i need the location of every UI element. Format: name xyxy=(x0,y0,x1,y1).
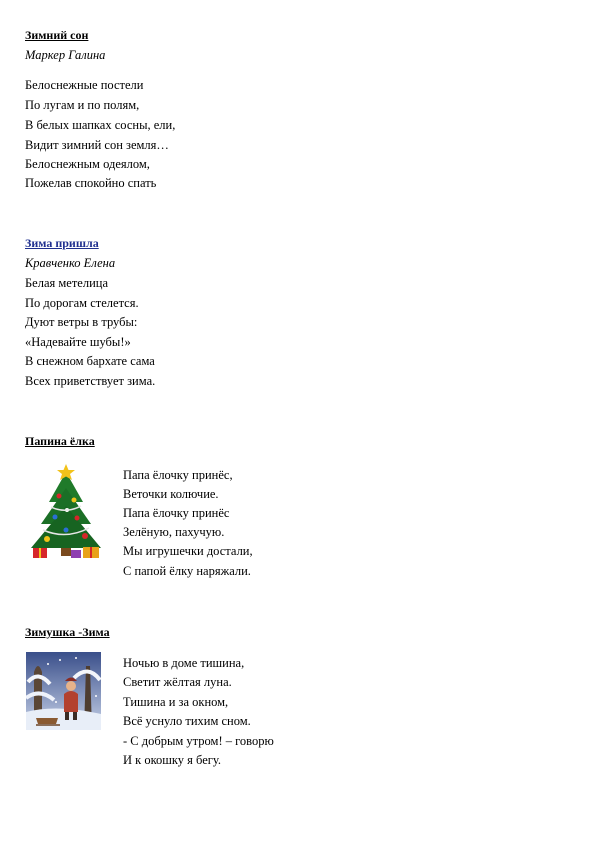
poem-title: Зима пришла xyxy=(25,236,99,250)
poem-line: В белых шапках сосны, ели, xyxy=(25,118,176,132)
poem-line: Тишина и за окном, xyxy=(123,695,229,709)
poem-line: Дуют ветры в трубы: xyxy=(25,315,138,329)
poem-line: Светит жёлтая луна. xyxy=(123,675,232,689)
poem-line: Пожелав спокойно спать xyxy=(25,176,157,190)
poem-line: Папа ёлочку принёс xyxy=(123,506,230,520)
poem-line: «Надевайте шубы!» xyxy=(25,335,131,349)
poem-line: Белая метелица xyxy=(25,276,109,290)
poem-title: Папина ёлка xyxy=(25,434,95,448)
poem-title: Зимушка -Зима xyxy=(25,625,110,639)
poem-line: - С добрым утром! – говорю xyxy=(123,734,274,748)
poem-author: Маркер Галина xyxy=(25,48,106,62)
poem-line: Ночью в доме тишина, xyxy=(123,656,245,670)
poem-line: По дорогам стелется. xyxy=(25,296,139,310)
poem-line: Папа ёлочку принёс, xyxy=(123,468,233,482)
winter-scene-image xyxy=(26,652,101,730)
poem-line: Белоснежным одеялом, xyxy=(25,157,150,171)
poem-line: По лугам и по полям, xyxy=(25,98,140,112)
poem-line: Всех приветствует зима. xyxy=(25,374,156,388)
poem-line: Мы игрушечки достали, xyxy=(123,544,253,558)
poem-author: Кравченко Елена xyxy=(25,256,116,270)
poem-line: В снежном бархате сама xyxy=(25,354,155,368)
poem-line: Видит зимний сон земля… xyxy=(25,138,169,152)
poem-line: Всё уснуло тихим сном. xyxy=(123,714,251,728)
poem-title: Зимний сон xyxy=(25,28,89,42)
christmas-tree-image xyxy=(27,462,105,562)
poem-line: С папой ёлку наряжали. xyxy=(123,564,251,578)
poem-line: И к окошку я бегу. xyxy=(123,753,222,767)
poem-line: Белоснежные постели xyxy=(25,78,144,92)
poem-line: Веточки колючие. xyxy=(123,487,219,501)
poem-line: Зелёную, пахучую. xyxy=(123,525,225,539)
